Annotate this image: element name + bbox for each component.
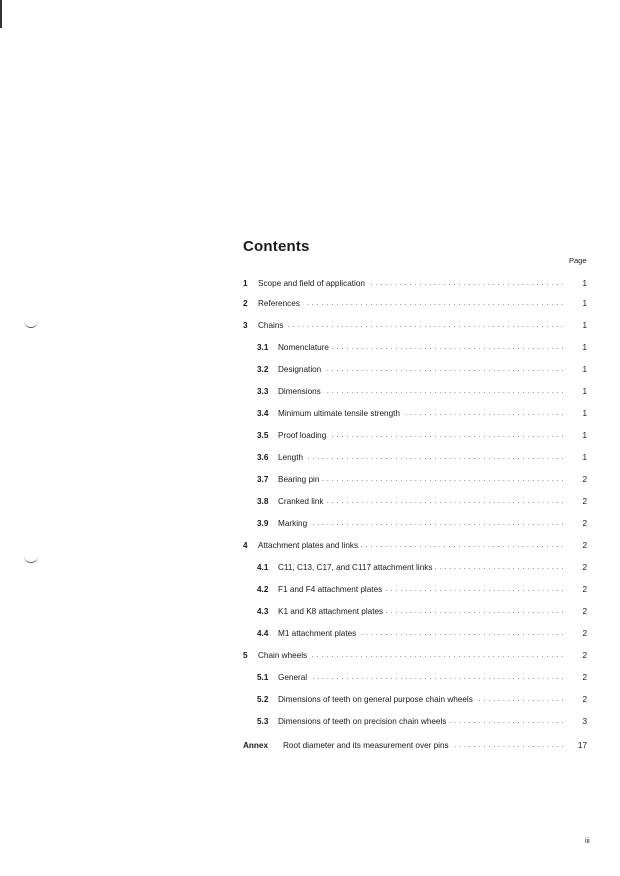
toc-entry[interactable]: [257, 716, 587, 728]
entry-page: 2: [582, 695, 587, 704]
entry-title: Attachment plates and links: [258, 541, 361, 550]
entry-number: 4.2: [257, 585, 269, 594]
entry-page: 2: [582, 541, 587, 550]
entry-page: 1: [582, 343, 587, 352]
toc-entry[interactable]: [257, 342, 587, 354]
entry-number: 2: [243, 299, 248, 308]
entry-number: 5.3: [257, 717, 269, 726]
entry-title: Dimensions of teeth on precision chain wheels: [278, 717, 449, 726]
entry-number: 3: [243, 321, 248, 330]
toc-entry[interactable]: [257, 474, 587, 486]
entry-number: 3.1: [257, 343, 269, 352]
toc-entry[interactable]: [257, 386, 587, 398]
entry-title: Minimum ultimate tensile strength: [278, 409, 403, 418]
toc-entry[interactable]: [243, 740, 587, 752]
entry-number: 3.9: [257, 519, 269, 528]
toc-entry[interactable]: [257, 584, 587, 596]
entry-number: 3.4: [257, 409, 269, 418]
toc-entry[interactable]: [257, 518, 587, 530]
entry-title: F1 and F4 attachment plates: [278, 585, 385, 594]
page-column-label: Page: [569, 256, 587, 265]
entry-page: 3: [582, 717, 587, 726]
entry-page: 2: [582, 585, 587, 594]
toc-entry[interactable]: [257, 672, 587, 684]
toc-entry[interactable]: [243, 540, 587, 552]
entry-title: Nomenclature: [278, 343, 332, 352]
entry-page: 1: [582, 365, 587, 374]
entry-title: Bearing pin: [278, 475, 322, 484]
entry-title: Scope and field of application: [258, 279, 368, 288]
entry-page: 17: [577, 741, 587, 750]
entry-title: References: [258, 299, 303, 308]
toc-entry[interactable]: [257, 408, 587, 420]
entry-number: 5.2: [257, 695, 269, 704]
entry-title: Length: [278, 453, 306, 462]
entry-title: Chain wheels: [258, 651, 310, 660]
entry-page: 1: [582, 321, 587, 330]
entry-page: 1: [582, 299, 587, 308]
entry-title: Marking: [278, 519, 310, 528]
toc-entry[interactable]: [257, 452, 587, 464]
toc-entry[interactable]: [243, 650, 587, 662]
entry-number: 3.7: [257, 475, 269, 484]
entry-number: 4.3: [257, 607, 269, 616]
toc-entry[interactable]: [257, 364, 587, 376]
toc-entry[interactable]: [257, 628, 587, 640]
entry-page: 2: [582, 629, 587, 638]
entry-title: Designation: [278, 365, 324, 374]
entry-title: K1 and K8 attachment plates: [278, 607, 386, 616]
toc-entry[interactable]: [257, 562, 587, 574]
binding-mark: [24, 556, 38, 563]
entry-number: 3.3: [257, 387, 269, 396]
toc-entry[interactable]: [243, 320, 587, 332]
entry-number: 3.8: [257, 497, 269, 506]
entry-page: 2: [582, 607, 587, 616]
entry-page: 2: [582, 475, 587, 484]
entry-number: 3.2: [257, 365, 269, 374]
toc-entry[interactable]: [257, 496, 587, 508]
entry-page: 2: [582, 563, 587, 572]
entry-title: C11, C13, C17, and C117 attachment links: [278, 563, 435, 572]
entry-title: Dimensions of teeth on general purpose chain wheels: [278, 695, 476, 704]
entry-page: 1: [582, 409, 587, 418]
toc-entry[interactable]: [257, 430, 587, 442]
toc-entry[interactable]: [257, 606, 587, 618]
toc-entry[interactable]: [243, 298, 587, 310]
entry-page: 1: [582, 431, 587, 440]
entry-title: M1 attachment plates: [278, 629, 359, 638]
page-title: Contents: [243, 238, 310, 255]
entry-page: 1: [582, 387, 587, 396]
entry-number: 5: [243, 651, 248, 660]
toc-entry[interactable]: [257, 694, 587, 706]
entry-page: 2: [582, 519, 587, 528]
entry-title: Chains: [258, 321, 287, 330]
entry-number: 1: [243, 279, 248, 288]
entry-number: 3.6: [257, 453, 269, 462]
entry-number: 4: [243, 541, 248, 550]
page-edge-mark: [0, 0, 2, 28]
entry-title: Cranked link: [278, 497, 327, 506]
entry-page: 2: [582, 497, 587, 506]
entry-number: 4.4: [257, 629, 269, 638]
entry-page: 2: [582, 673, 587, 682]
toc-entry[interactable]: [243, 278, 587, 290]
entry-title: Dimensions: [278, 387, 324, 396]
entry-page: 2: [582, 651, 587, 660]
entry-page: 1: [582, 453, 587, 462]
entry-page: 1: [582, 279, 587, 288]
entry-number: Annex: [243, 741, 269, 750]
entry-number: 3.5: [257, 431, 269, 440]
entry-title: Root diameter and its measurement over pins: [283, 741, 452, 750]
binding-mark: [24, 321, 38, 328]
entry-number: 5.1: [257, 673, 269, 682]
page-number: iii: [585, 838, 590, 845]
entry-number: 4.1: [257, 563, 269, 572]
entry-title: Proof loading: [278, 431, 329, 440]
entry-title: General: [278, 673, 310, 682]
